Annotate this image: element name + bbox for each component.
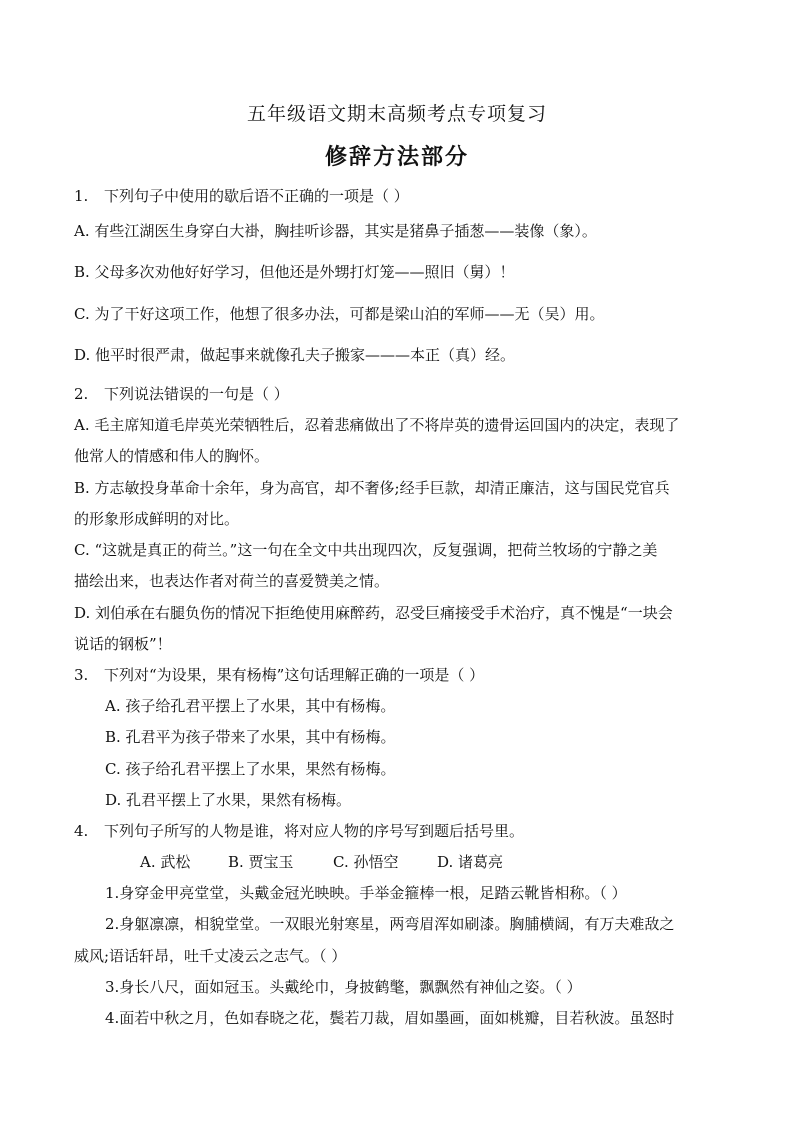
page-title: 五年级语文期末高频考点专项复习 <box>246 103 547 125</box>
question-2-option-a-line1: A. 毛主席知道毛岸英光荣牺牲后，忍着悲痛做出了不将岸英的遗骨运回国内的决定，表现了 <box>74 416 680 434</box>
question-3-text: 下列对“为设果，果有杨梅”这句话理解正确的一项是（ ） <box>104 666 485 684</box>
question-2-option-d-line2: 说话的钢板”！ <box>74 635 172 653</box>
page-subtitle: 修辞方法部分 <box>324 144 469 170</box>
question-4-item-1: 1.身穿金甲亮堂堂，头戴金冠光映映。手举金箍棒一根，足踏云靴皆相称。（ ） <box>105 884 627 902</box>
question-1-option-c: C. 为了干好这项工作，他想了很多办法，可都是梁山泊的军师——无（吴）用。 <box>74 305 605 323</box>
question-4-choice-d: D. 诸葛亮 <box>437 853 504 871</box>
question-1-option-b: B. 父母多次劝他好好学习，但他还是外甥打灯笼——照旧（舅）！ <box>74 263 515 281</box>
question-4-text: 下列句子所写的人物是谁，将对应人物的序号写到题后括号里。 <box>104 822 525 840</box>
question-4-number: 4. <box>74 822 89 840</box>
question-2-option-c-line1: C. “这就是真正的荷兰。”这一句在全文中共出现四次，反复强调，把荷兰牧场的宁静之美 <box>74 541 658 559</box>
question-1-option-d: D. 他平时很严肃，做起事来就像孔夫子搬家———本正（真）经。 <box>74 346 516 364</box>
question-3-option-b: B. 孔君平为孩子带来了水果，其中有杨梅。 <box>105 728 396 746</box>
question-3-stem <box>74 665 724 685</box>
question-4-stem <box>74 821 724 841</box>
question-3-option-c: C. 孩子给孔君平摆上了水果，果然有杨梅。 <box>105 760 396 778</box>
question-4-choice-b: B. 贾宝玉 <box>228 853 294 871</box>
question-2-option-c-line2: 描绘出来，也表达作者对荷兰的喜爱赞美之情。 <box>74 572 390 590</box>
question-2-option-b-line2: 的形象形成鲜明的对比。 <box>74 510 240 528</box>
question-4-choices <box>140 852 790 872</box>
question-3-option-d: D. 孔君平摆上了水果，果然有杨梅。 <box>105 791 352 809</box>
question-1-stem <box>74 186 724 206</box>
question-4-item-2-line2: 威风;语话轩昂，吐千丈凌云之志气。（ ） <box>74 947 347 965</box>
question-2-option-a-line2: 他常人的情感和伟人的胸怀。 <box>74 447 270 465</box>
question-2-option-d-line1: D. 刘伯承在右腿负伤的情况下拒绝使用麻醉药，忍受巨痛接受手术治疗，真不愧是“一块会 <box>74 604 673 622</box>
question-1-number: 1. <box>74 187 89 205</box>
question-1-text: 下列句子中使用的歇后语不正确的一项是（ ） <box>104 187 409 205</box>
question-4-item-2-line1: 2.身躯凛凛，相貌堂堂。一双眼光射寒星，两弯眉浑如刷漆。胸脯横阔，有万夫难敌之 <box>105 915 675 933</box>
question-3-option-a: A. 孩子给孔君平摆上了水果，其中有杨梅。 <box>105 697 396 715</box>
question-4-item-4-line1: 4.面若中秋之月，色如春晓之花，鬓若刀裁，眉如墨画，面如桃瓣，目若秋波。虽怒时 <box>105 1009 675 1027</box>
question-2-text: 下列说法错误的一句是（ ） <box>104 385 289 403</box>
question-2-stem <box>74 384 724 404</box>
question-2-option-b-line1: B. 方志敏投身革命十余年，身为高官，却不奢侈;经手巨款，却清正廉洁，这与国民党官兵 <box>74 479 670 497</box>
question-1-option-a: A. 有些江湖医生身穿白大褂，胸挂听诊器，其实是猪鼻子插葱——装像（象）。 <box>74 222 597 240</box>
question-4-choice-c: C. 孙悟空 <box>333 853 399 871</box>
question-2-number: 2. <box>74 385 89 403</box>
question-3-number: 3. <box>74 666 89 684</box>
question-4-choice-a: A. 武松 <box>140 853 191 871</box>
question-4-item-3: 3.身长八尺，面如冠玉。头戴纶巾，身披鹤氅，飘飘然有神仙之姿。（ ） <box>105 978 582 996</box>
